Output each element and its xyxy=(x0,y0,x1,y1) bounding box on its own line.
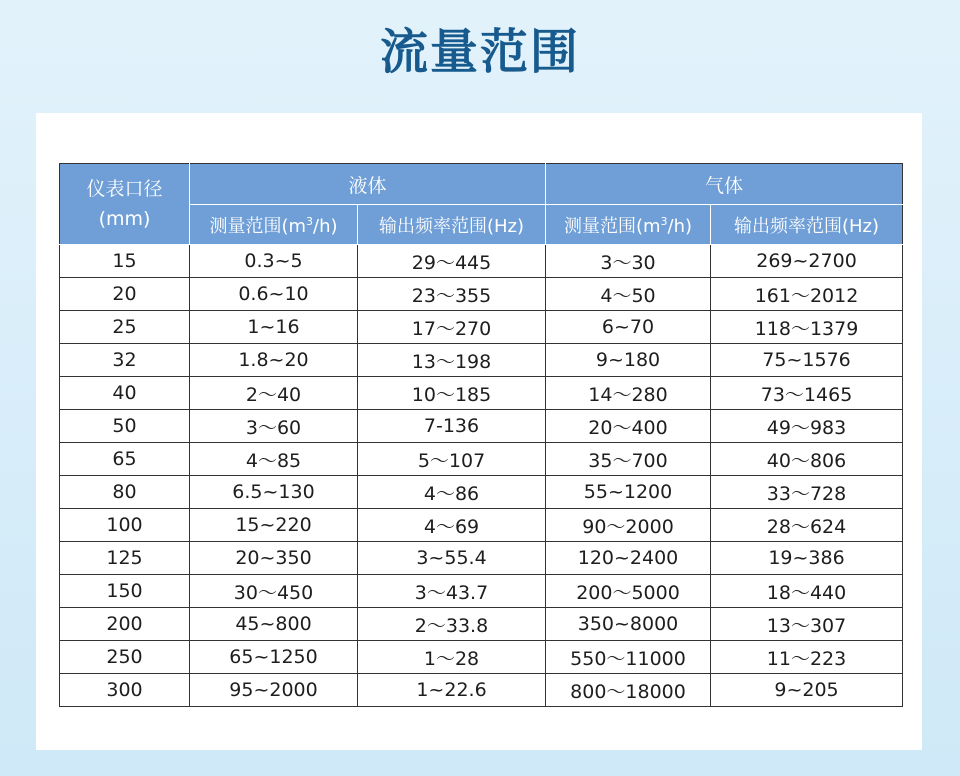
flow-range-table xyxy=(59,163,903,707)
cell-diameter: 80 xyxy=(60,476,190,509)
cell-liquid-range: 2～40 xyxy=(190,377,358,410)
cell-liquid-freq: 1~22.6 xyxy=(358,674,546,707)
cell-diameter: 15 xyxy=(60,245,190,278)
cell-gas-freq: 13～307 xyxy=(711,608,903,641)
measure-sup: 3 xyxy=(660,214,668,228)
cell-gas-freq: 28～624 xyxy=(711,509,903,542)
table-row xyxy=(60,476,903,509)
cell-liquid-range: 65~1250 xyxy=(190,641,358,674)
cell-gas-freq: 118～1379 xyxy=(711,311,903,344)
cell-liquid-freq: 10～185 xyxy=(358,377,546,410)
table-row xyxy=(60,443,903,476)
header-gas-measure-range xyxy=(546,205,711,245)
cell-diameter: 125 xyxy=(60,542,190,575)
table-row xyxy=(60,542,903,575)
cell-gas-range: 350~8000 xyxy=(546,608,711,641)
cell-diameter: 50 xyxy=(60,410,190,443)
table-row xyxy=(60,278,903,311)
cell-gas-freq: 18～440 xyxy=(711,575,903,608)
measure-suffix: /h) xyxy=(313,215,338,237)
cell-diameter: 40 xyxy=(60,377,190,410)
cell-gas-range: 55~1200 xyxy=(546,476,711,509)
cell-diameter: 100 xyxy=(60,509,190,542)
cell-gas-freq: 33～728 xyxy=(711,476,903,509)
cell-diameter: 200 xyxy=(60,608,190,641)
cell-liquid-range: 1.8~20 xyxy=(190,344,358,377)
cell-gas-range: 20～400 xyxy=(546,410,711,443)
cell-gas-range: 6~70 xyxy=(546,311,711,344)
cell-diameter: 32 xyxy=(60,344,190,377)
measure-sup: 3 xyxy=(306,214,314,228)
cell-diameter: 65 xyxy=(60,443,190,476)
measure-suffix: /h) xyxy=(667,215,693,237)
header-gas-freq-range: 输出频率范围(Hz) xyxy=(711,205,903,245)
cell-gas-freq: 161～2012 xyxy=(711,278,903,311)
cell-liquid-range: 45~800 xyxy=(190,608,358,641)
header-liquid-measure-range xyxy=(190,205,358,245)
cell-diameter: 25 xyxy=(60,311,190,344)
measure-prefix: 测量范围(m xyxy=(563,215,661,237)
cell-diameter: 250 xyxy=(60,641,190,674)
cell-gas-range: 550～11000 xyxy=(546,641,711,674)
cell-liquid-range: 0.3~5 xyxy=(190,245,358,278)
table-row xyxy=(60,575,903,608)
cell-diameter: 20 xyxy=(60,278,190,311)
header-gas: 气体 xyxy=(546,164,903,205)
cell-gas-freq: 75~1576 xyxy=(711,344,903,377)
cell-gas-freq: 40～806 xyxy=(711,443,903,476)
cell-liquid-freq: 7-136 xyxy=(358,410,546,443)
cell-liquid-freq: 3～43.7 xyxy=(358,575,546,608)
cell-gas-range: 120~2400 xyxy=(546,542,711,575)
cell-liquid-range: 6.5~130 xyxy=(190,476,358,509)
header-diameter xyxy=(60,164,190,245)
cell-liquid-freq: 4～86 xyxy=(358,476,546,509)
cell-liquid-range: 4～85 xyxy=(190,443,358,476)
cell-liquid-range: 30～450 xyxy=(190,575,358,608)
cell-diameter: 150 xyxy=(60,575,190,608)
cell-gas-range: 90～2000 xyxy=(546,509,711,542)
cell-gas-freq: 73～1465 xyxy=(711,377,903,410)
cell-liquid-range: 95~2000 xyxy=(190,674,358,707)
cell-gas-freq: 9~205 xyxy=(711,674,903,707)
table-row xyxy=(60,245,903,278)
cell-liquid-freq: 3~55.4 xyxy=(358,542,546,575)
cell-gas-freq: 269~2700 xyxy=(711,245,903,278)
table-row xyxy=(60,608,903,641)
cell-gas-range: 800～18000 xyxy=(546,674,711,707)
table-row xyxy=(60,344,903,377)
cell-gas-range: 3～30 xyxy=(546,245,711,278)
cell-gas-range: 14～280 xyxy=(546,377,711,410)
cell-liquid-freq: 4～69 xyxy=(358,509,546,542)
cell-gas-range: 4～50 xyxy=(546,278,711,311)
cell-gas-range: 9~180 xyxy=(546,344,711,377)
header-diameter-label: 仪表口径 xyxy=(86,178,163,200)
cell-gas-freq: 11～223 xyxy=(711,641,903,674)
table-row xyxy=(60,641,903,674)
cell-liquid-freq: 23～355 xyxy=(358,278,546,311)
cell-liquid-freq: 2～33.8 xyxy=(358,608,546,641)
table-row xyxy=(60,377,903,410)
table-row xyxy=(60,410,903,443)
header-liquid-freq-range: 输出频率范围(Hz) xyxy=(358,205,546,245)
table-card xyxy=(36,113,922,750)
cell-liquid-range: 0.6~10 xyxy=(190,278,358,311)
cell-liquid-range: 20~350 xyxy=(190,542,358,575)
measure-prefix: 测量范围(m xyxy=(209,215,307,237)
cell-gas-freq: 19~386 xyxy=(711,542,903,575)
table-row xyxy=(60,509,903,542)
cell-diameter: 300 xyxy=(60,674,190,707)
table-row xyxy=(60,311,903,344)
cell-liquid-freq: 13～198 xyxy=(358,344,546,377)
header-diameter-unit: (mm) xyxy=(98,208,151,230)
table-row xyxy=(60,674,903,707)
cell-liquid-freq: 5～107 xyxy=(358,443,546,476)
cell-liquid-range: 1~16 xyxy=(190,311,358,344)
cell-liquid-freq: 17～270 xyxy=(358,311,546,344)
cell-liquid-freq: 1～28 xyxy=(358,641,546,674)
cell-gas-freq: 49～983 xyxy=(711,410,903,443)
cell-gas-range: 200～5000 xyxy=(546,575,711,608)
cell-liquid-range: 15~220 xyxy=(190,509,358,542)
cell-liquid-freq: 29～445 xyxy=(358,245,546,278)
cell-liquid-range: 3～60 xyxy=(190,410,358,443)
cell-gas-range: 35～700 xyxy=(546,443,711,476)
header-liquid: 液体 xyxy=(190,164,546,205)
page-title: 流量范围 xyxy=(379,24,580,80)
